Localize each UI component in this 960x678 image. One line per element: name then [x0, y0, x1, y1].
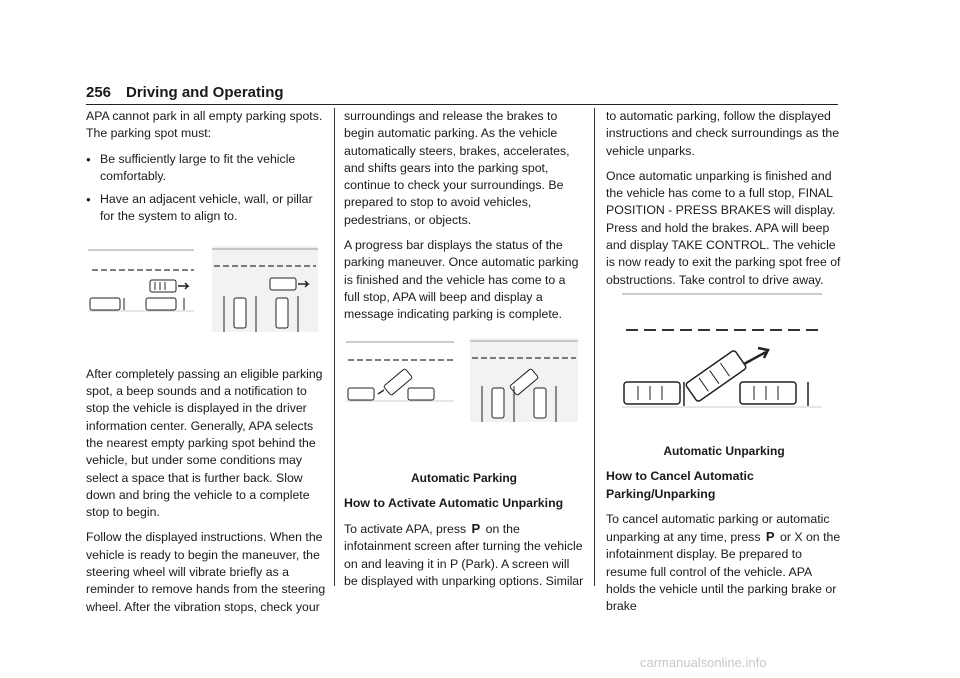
column-divider [594, 108, 595, 586]
body-text: To cancel automatic parking or automatic unparking at any time, press [606, 511, 830, 545]
parallel-spot-illustration [88, 246, 196, 312]
body-paragraph: After completely passing an eligible parking spot, a beep sounds and a notification to stop the vehicle is displayed in the driver information center. Generally, APA selects the nearest empty parking spot behind the vehicle, but under some conditions may select a space that is further back. Slow down and bring the vehicle to a complete stop to begin. [86, 366, 323, 520]
park-assist-icon: P [765, 529, 775, 545]
body-paragraph: surroundings and release the brakes to begin automatic parking. As the vehicle automatically steers, brakes, accelerates, and shifts gears into the parking spot, continue to check your surroundings. Be prepared to stop to avoid vehicles, pedestrians, or objects. [344, 109, 570, 227]
section-heading: How to Cancel Automatic Parking/Unparking [606, 469, 754, 501]
page-number: 256 [86, 84, 112, 101]
figure-caption: Automatic Parking [410, 470, 518, 485]
body-text: To activate APA, press [344, 522, 467, 537]
body-paragraph [344, 520, 584, 590]
body-paragraph: Once automatic unparking is finished and the vehicle has come to a full stop, FINAL POSITION - PRESS BRAKES will display. Press and hold the brakes. APA will beep and display TAKE CONTROL. The vehicle is now ready to exit the parking spot free of obstructions. Take control to drive away. [606, 168, 841, 287]
requirements-list [86, 151, 326, 226]
park-assist-icon: P [471, 521, 481, 537]
column-divider [334, 108, 335, 586]
body-paragraph: to automatic parking, follow the displayed instructions and check surroundings as the vehicle unparks. [606, 109, 840, 158]
intro-text: APA cannot park in all empty parking spots. The parking spot must: [86, 109, 323, 141]
body-paragraph [606, 511, 842, 616]
section-title: Driving and Operating [126, 84, 284, 101]
list-item: ● Have an adjacent vehicle, wall, or pillar for the system to align to. [86, 191, 326, 226]
automatic-parking-parallel-illustration [346, 338, 456, 402]
automatic-unparking-illustration [622, 290, 822, 408]
perpendicular-spot-illustration [212, 246, 318, 332]
body-text: or X on the infotainment display. Be prepared to resume full control of the vehicle. APA holds the vehicle until the parking brake or brake [606, 530, 841, 614]
figure-caption: Automatic Unparking [663, 443, 785, 458]
automatic-parking-perpendicular-illustration [470, 338, 578, 422]
list-item: ● Be sufficiently large to fit the vehicle comfortably. [86, 151, 326, 186]
page-header [86, 82, 838, 105]
watermark: carmanualsonline.info [640, 655, 767, 670]
body-text: on the infotainment screen after turning the vehicle on and leaving it in P (Park). A screen will be displayed with unparking options. Similar [344, 522, 584, 589]
section-heading: How to Activate Automatic Unparking [344, 495, 564, 510]
column-1 [86, 108, 326, 624]
body-paragraph: Follow the displayed instructions. When the vehicle is ready to begin the maneuver, the steering wheel will vibrate briefly as a reminder to remove hands from the steering wheel. After the vibration stops, check your [86, 530, 326, 614]
body-paragraph: A progress bar displays the status of the parking maneuver. Once automatic parking is finished and the vehicle has come to a full stop, APA will beep and display a message indicating parking is complete. [344, 238, 579, 322]
